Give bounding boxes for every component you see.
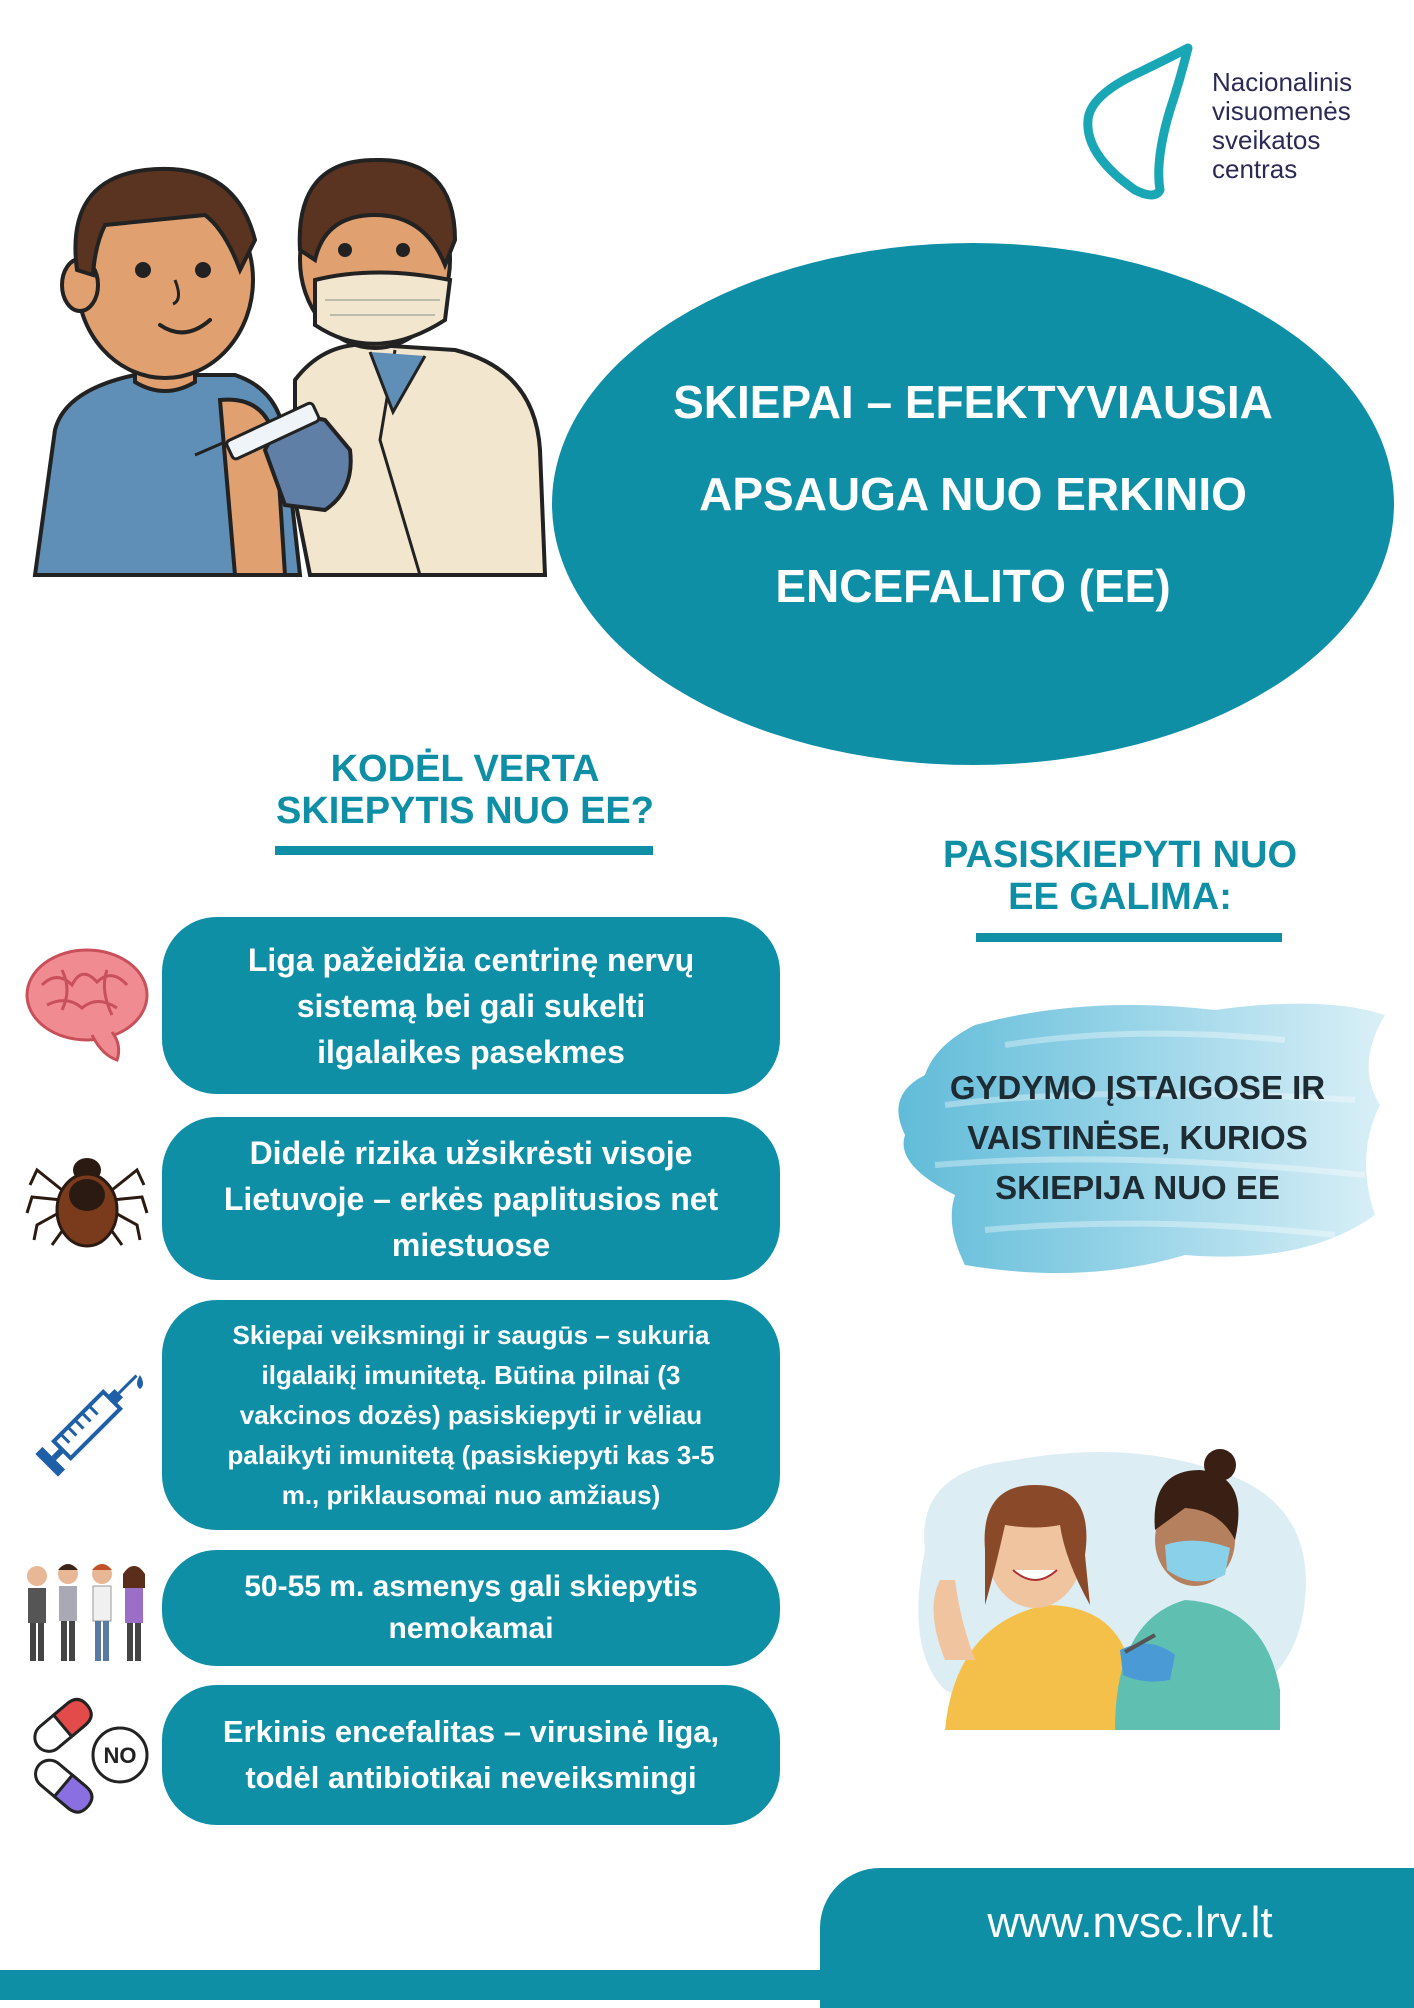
hero-title-line: SKIEPAI – EFEKTYVIAUSIA — [673, 376, 1273, 428]
reason-line: Lietuvoje – erkės paplitusios net — [223, 1180, 719, 1217]
website-link[interactable]: www.nvsc.lrv.lt — [987, 1898, 1273, 1947]
why-heading-underline — [275, 846, 653, 855]
no-pills-icon — [22, 1690, 152, 1820]
logo-line: centras — [1212, 154, 1298, 184]
reason-line: ilgalaikes pasekmes — [317, 1033, 625, 1070]
where-info-line: SKIEPIJA NUO EE — [995, 1168, 1280, 1206]
where-heading-underline — [976, 933, 1282, 942]
where-info-line: VAISTINĖSE, KURIOS — [967, 1118, 1308, 1156]
nvsc-logo-mark-icon — [1080, 40, 1210, 210]
brain-icon — [22, 940, 152, 1070]
reason-line: Liga pažeidžia centrinę nervų — [247, 941, 695, 978]
tick-icon — [22, 1135, 152, 1265]
where-heading-line: EE GALIMA: — [1008, 876, 1232, 918]
people-group-icon — [22, 1558, 152, 1668]
no-badge: NO — [103, 1743, 137, 1768]
where-info-line: GYDYMO ĮSTAIGOSE IR — [949, 1068, 1326, 1106]
reason-pill — [162, 917, 780, 1094]
why-heading — [230, 748, 700, 832]
hero-banner — [552, 243, 1394, 765]
reason-line: ilgalaikį imunitetą. Būtina pilnai (3 — [261, 1360, 681, 1390]
logo-line: Nacionalinis — [1212, 67, 1353, 97]
where-heading — [900, 834, 1340, 918]
reason-line: todėl antibiotikai neveiksmingi — [245, 1760, 697, 1795]
reason-line: sistemą bei gali sukelti — [296, 987, 646, 1024]
hero-title-line: ENCEFALITO (EE) — [775, 560, 1171, 612]
reason-pill — [162, 1685, 780, 1825]
reason-line: palaikyti imunitetą (pasiskiepyti kas 3-5 — [227, 1440, 715, 1470]
why-heading-line: KODĖL VERTA — [330, 748, 600, 790]
reason-line: m., priklausomai nuo amžiaus) — [281, 1480, 661, 1510]
where-heading-line: PASISKIEPYTI NUO — [942, 834, 1298, 876]
logo-line: sveikatos — [1212, 125, 1321, 155]
reason-pill — [162, 1117, 780, 1280]
hero-title — [613, 356, 1333, 632]
nurse-vaccination-illustration — [885, 1430, 1325, 1740]
vaccination-illustration — [25, 120, 555, 580]
reason-pill — [162, 1550, 780, 1666]
reason-line: 50-55 m. asmenys gali skiepytis — [244, 1570, 698, 1603]
syringe-icon — [22, 1355, 152, 1495]
reason-pill — [162, 1300, 780, 1530]
footer-tab — [820, 1868, 1414, 2008]
reason-line: vakcinos dozės) pasiskiepyti ir vėliau — [239, 1400, 703, 1430]
nvsc-logo — [1080, 40, 1380, 210]
where-info-text — [885, 985, 1390, 1290]
hero-title-line: APSAUGA NUO ERKINIO — [699, 468, 1247, 520]
reason-line: nemokamai — [388, 1612, 554, 1645]
reason-line: miestuose — [391, 1226, 551, 1263]
reason-line: Skiepai veiksmingi ir saugūs – sukuria — [232, 1320, 710, 1350]
reason-line: Didelė rizika užsikrėsti visoje — [249, 1134, 693, 1171]
why-heading-line: SKIEPYTIS NUO EE? — [276, 790, 654, 832]
logo-line: visuomenės — [1212, 96, 1351, 126]
logo-text — [1212, 68, 1352, 184]
where-info-brush — [885, 985, 1390, 1290]
reason-line: Erkinis encefalitas – virusinė liga, — [222, 1714, 720, 1749]
